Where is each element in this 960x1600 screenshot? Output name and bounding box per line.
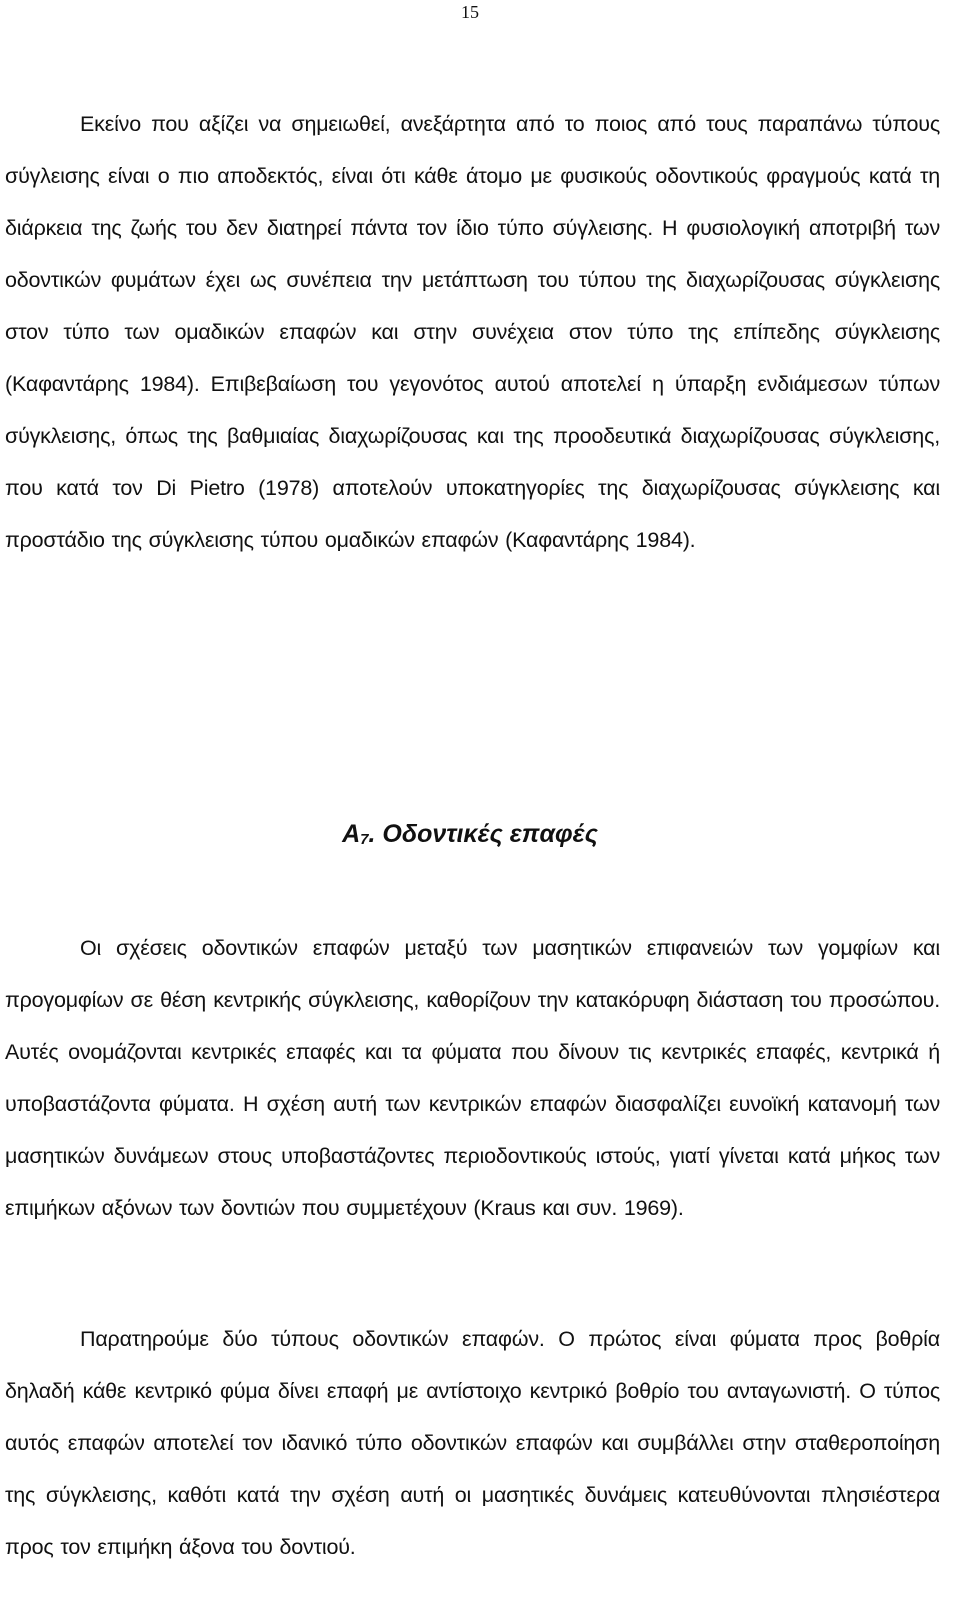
section-label: A [342, 820, 361, 848]
page-number: 15 [461, 2, 479, 22]
section-heading [0, 808, 940, 866]
paragraph-contact-types: Παρατηρούμε δύο τύπους οδοντικών επαφών. Ο πρώτος είναι φύματα προς βοθρία δηλαδή κάθε κεντρικό φύμα δίνει επαφή με αντίστοιχο κεντρικό βοθρίο του ανταγωνιστή. Ο τύπος αυτός επαφών αποτελεί τον ιδανικό τύπο οδοντικών επαφών και συμβάλλει στην σταθεροποίηση της σύγκλεισης, καθότι κατά την σχέση αυτή οι μασητικές δυνάμεις κατευθύνονται πλησιέστερα προς τον επιμήκη άξονα του δοντιού. [5, 1327, 940, 1559]
section-subscript: 7 [360, 831, 369, 848]
paragraph-occlusion-types: Εκείνο που αξίζει να σημειωθεί, ανεξάρτητα από το ποιος από τους παραπάνω τύπους σύγλεισης είναι ο πιο αποδεκτός, είναι ότι κάθε άτομο με φυσικούς οδοντικούς φραγμούς κατά τη διάρκεια της ζωής του δεν διατηρεί πάντα τον ίδιο τύπο σύγλεισης. Η φυσιολογική αποτριβή των οδοντικών φυμάτων έχει ως συνέπεια την μετάπτωση του τύπου της διαχωρίζουσας σύγκλεισης στον τύπο των ομαδικών επαφών και στην συνέχεια στον τύπο της επίπεδης σύγκλεισης (Καφαντάρης 1984). Επιβεβαίωση του γεγονότος αυτού αποτελεί η ύπαρξη ενδιάμεσων τύπων σύγκλεισης, όπως της βαθμιαίας διαχωρίζουσας και της προοδευτικά διαχωρίζουσας σύγκλεισης, που κατά τον Di Pietro (1978) αποτελούν υποκατηγορίες της διαχωρίζουσας σύγκλεισης και προστάδιο της σύγκλεισης τύπου ομαδικών επαφών (Καφαντάρης 1984). [5, 112, 940, 552]
section-title: . Οδοντικές επαφές [368, 820, 598, 848]
paragraph-central-contacts: Οι σχέσεις οδοντικών επαφών μεταξύ των μασητικών επιφανειών των γομφίων και προγομφίων σε θέση κεντρικής σύγκλεισης, καθορίζουν την κατακόρυφη διάσταση του προσώπου. Αυτές ονομάζονται κεντρικές επαφές και τα φύματα που δίνουν τις κεντρικές επαφές, κεντρικά ή υποβαστάζοντα φύματα. Η σχέση αυτή των κεντρικών επαφών διασφαλίζει ευνοϊκή κατανομή των μασητικών δυνάμεων στους υποβαστάζοντες περιοδοντικούς ιστούς, γιατί γίνεται κατά μήκος των επιμήκων αξόνων των δοντιών που συμμετέχουν (Kraus και συν. 1969). [5, 936, 940, 1220]
